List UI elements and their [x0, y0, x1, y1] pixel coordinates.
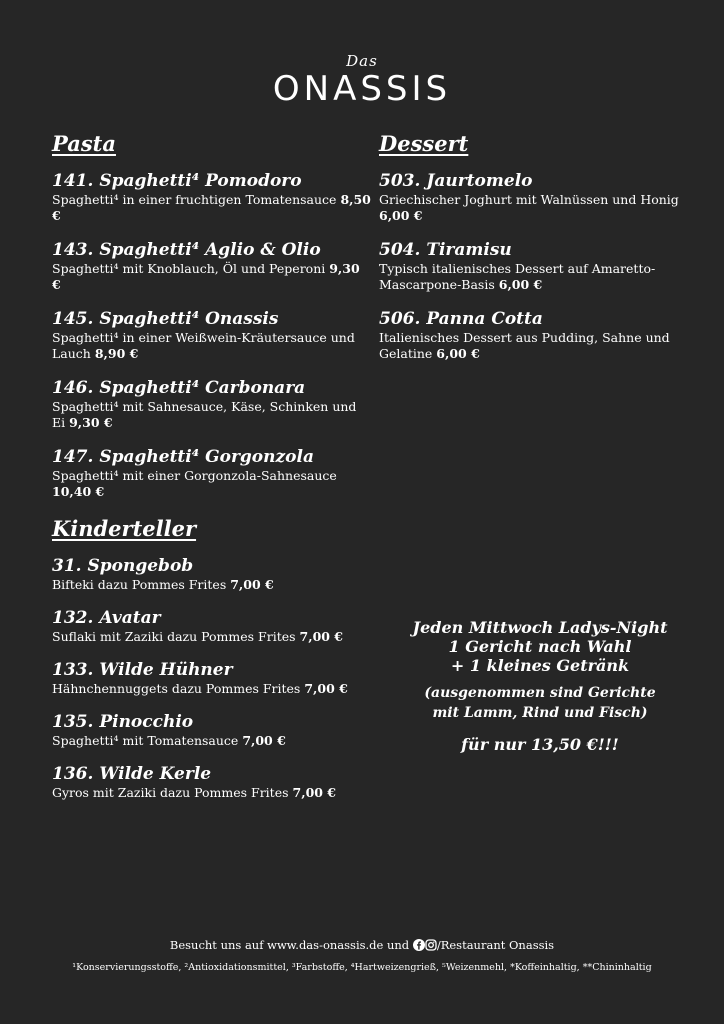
footer-visit-text: Besucht uns auf www.das-onassis.de und [169, 938, 410, 952]
right-column [379, 130, 699, 377]
menu-item [52, 711, 372, 749]
brand-logo [0, 52, 724, 108]
menu-item-desc: Spaghetti⁴ in einer fruchtigen Tomatensauce 8,50 € [52, 192, 371, 223]
dessert-heading: Dessert [379, 131, 469, 156]
menu-item-title: 136. Wilde Kerle [52, 764, 212, 784]
menu-item-desc: Suflaki mit Zaziki dazu Pommes Frites 7,00 € [52, 629, 344, 644]
menu-item-title: 133. Wilde Hühner [52, 660, 233, 680]
menu-item-desc: Gyros mit Zaziki dazu Pommes Frites 7,00 € [52, 785, 337, 800]
menu-item-desc: Griechischer Joghurt mit Walnüssen und Honig 6,00 € [379, 192, 679, 223]
menu-item-title: 141. Spaghetti⁴ Pomodoro [52, 171, 302, 191]
menu-item [379, 239, 699, 293]
menu-item-desc: Spaghetti⁴ mit Tomatensauce 7,00 € [52, 733, 286, 748]
pasta-heading: Pasta [52, 131, 116, 156]
menu-item-price: 10,40 € [52, 484, 105, 499]
menu-item [52, 308, 372, 362]
menu-item-price: 6,00 € [379, 208, 423, 223]
menu-item-title: 504. Tiramisu [379, 240, 512, 260]
menu-item-desc: Spaghetti⁴ mit Sahnesauce, Käse, Schinken und Ei 9,30 € [52, 399, 357, 430]
menu-item-title: 506. Panna Cotta [379, 309, 543, 329]
left-column [52, 130, 372, 815]
menu-item [52, 446, 372, 500]
menu-item-price: 9,30 € [69, 415, 113, 430]
menu-item-price: 9,30 € [52, 261, 360, 292]
brand-name: ONASSIS [272, 69, 452, 109]
menu-item [52, 239, 372, 293]
footer-social-handle: /Restaurant Onassis [436, 938, 555, 952]
menu-item-desc: Spaghetti⁴ mit einer Gorgonzola-Sahnesauce 10,40 € [52, 468, 337, 499]
menu-item [52, 763, 372, 801]
menu-item [379, 308, 699, 362]
menu-item [52, 170, 372, 224]
menu-item-title: 143. Spaghetti⁴ Aglio & Olio [52, 240, 321, 260]
menu-item-desc: Hähnchennuggets dazu Pommes Frites 7,00 € [52, 681, 348, 696]
menu-item-price: 8,50 € [52, 192, 371, 223]
footer-visit [0, 938, 724, 954]
menu-item-desc: Bifteki dazu Pommes Frites 7,00 € [52, 577, 274, 592]
menu-item-desc: Typisch italienisches Dessert auf Amaretto-Mascarpone-Basis 6,00 € [379, 261, 656, 292]
menu-item-desc: Spaghetti⁴ mit Knoblauch, Öl und Peperoni 9,30 € [52, 261, 360, 292]
menu-item-price: 7,00 € [292, 785, 337, 800]
promo-exclusions: (ausgenommen sind Gerichte mit Lamm, Rind und Fisch) [424, 685, 656, 721]
promo-price: für nur 13,50 €!!! [461, 735, 619, 754]
menu-item [379, 170, 699, 224]
menu-item-desc: Spaghetti⁴ in einer Weißwein-Kräutersauce und Lauch 8,90 € [52, 330, 355, 361]
menu-item-price: 6,00 € [498, 277, 543, 292]
menu-item-title: 31. Spongebob [52, 556, 194, 576]
instagram-icon[interactable] [425, 939, 437, 954]
menu-item [52, 377, 372, 431]
menu-item-title: 132. Avatar [52, 608, 161, 628]
kinderteller-heading: Kinderteller [52, 516, 197, 541]
footer-allergen-notes: ¹Konservierungsstoffe, ²Antioxidationsmittel, ³Farbstoffe, ⁴Hartweizengrieß, ⁵Weizenmehl, *Koffeinhaltig, **Chininhaltig [72, 962, 652, 973]
menu-item-price: 8,90 € [94, 346, 139, 361]
menu-item-price: 6,00 € [436, 346, 480, 361]
menu-item-price: 7,00 € [299, 629, 344, 644]
menu-item-desc: Italienisches Dessert aus Pudding, Sahne und Gelatine 6,00 € [379, 330, 670, 361]
ladys-night-promo [380, 618, 700, 755]
menu-item-title: 147. Spaghetti⁴ Gorgonzola [52, 447, 314, 467]
menu-item-title: 135. Pinocchio [52, 712, 194, 732]
menu-item [52, 659, 372, 697]
menu-item [52, 555, 372, 593]
promo-headline: Jeden Mittwoch Ladys-Night 1 Gericht nach Wahl + 1 kleines Getränk [412, 618, 668, 675]
menu-item-price: 7,00 € [242, 733, 286, 748]
facebook-icon[interactable] [413, 939, 425, 954]
menu-item-title: 146. Spaghetti⁴ Carbonara [52, 378, 306, 398]
menu-item-title: 145. Spaghetti⁴ Onassis [52, 309, 279, 329]
menu-item [52, 607, 372, 645]
brand-script: Das [346, 52, 378, 70]
menu-item-title: 503. Jaurtomelo [379, 171, 533, 191]
menu-item-price: 7,00 € [230, 577, 274, 592]
menu-item-price: 7,00 € [304, 681, 348, 696]
